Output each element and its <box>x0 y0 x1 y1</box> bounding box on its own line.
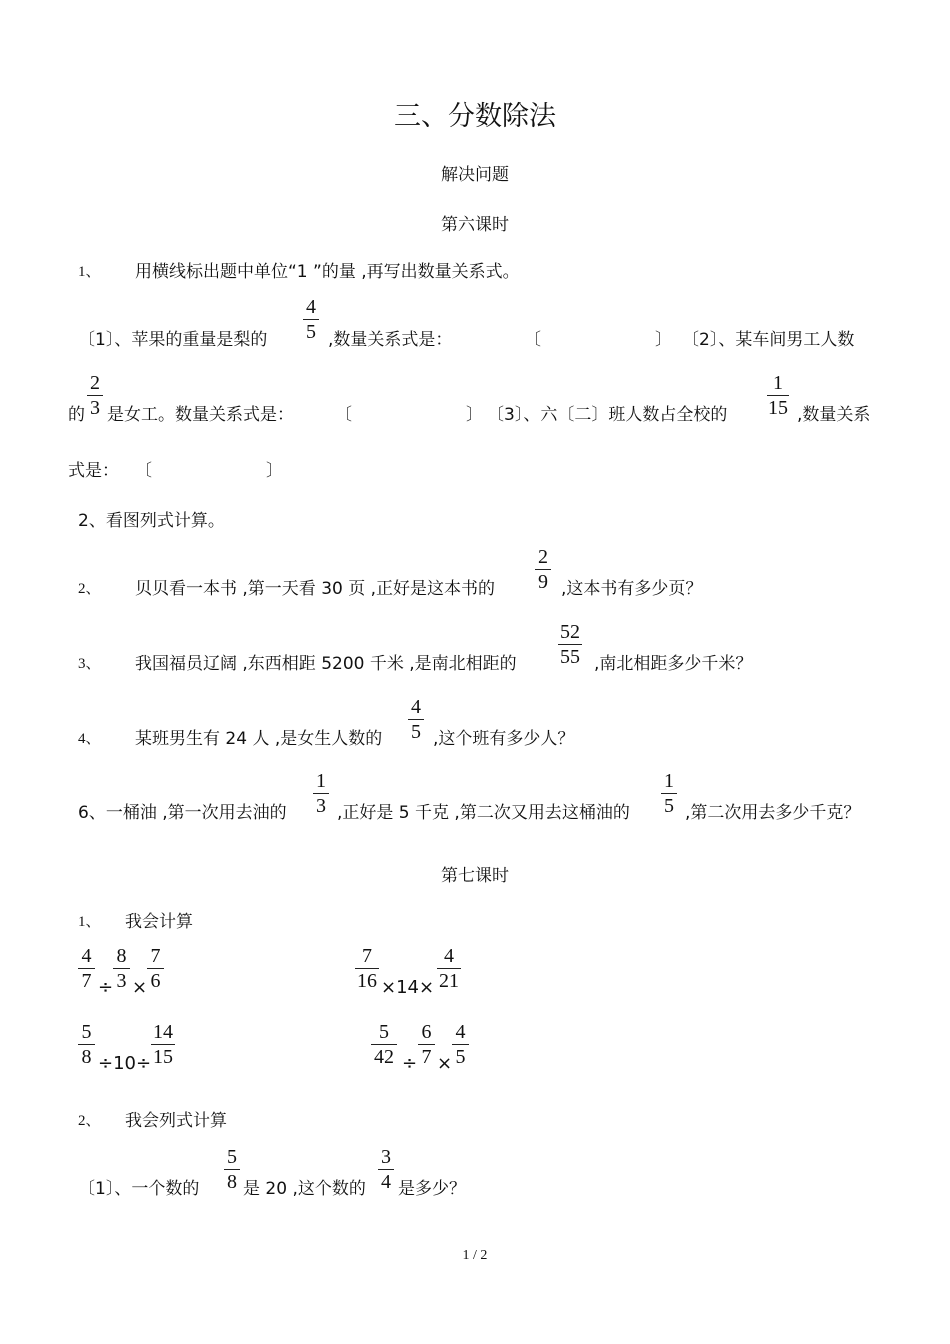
q2-item4-text: 某班男生有 24 人 ,是女生人数的 <box>135 729 383 749</box>
calc-e4-divide: ÷ <box>402 1053 418 1074</box>
q2-item4-number: 4、 <box>78 731 101 747</box>
q1c-text: 〔3〕、六〔二〕班人数占全校的 <box>487 405 728 425</box>
q1a-answer-open: 〔 <box>524 330 541 350</box>
q2-heading: 2、看图列式计算。 <box>78 511 225 531</box>
calc-e4-multiply: × <box>437 1053 453 1074</box>
q2-item4-fraction: 4 5 <box>408 696 424 743</box>
calc-e1-fraction-1: 4 7 <box>78 945 95 992</box>
q2-item2-question: ,这本书有多少页？ <box>561 579 703 599</box>
q1b-answer-close: 〕 <box>466 405 483 425</box>
calc-e2-fraction-1: 7 16 <box>357 945 377 992</box>
listcalc-a-text: 〔1〕、一个数的 <box>78 1179 200 1199</box>
calc-e4-fraction-2: 6 7 <box>418 1021 435 1068</box>
calc-e1-divide: ÷ <box>98 977 114 998</box>
q2-item2-fraction: 2 9 <box>535 546 551 593</box>
calc-e3-fraction-1: 5 8 <box>78 1021 95 1068</box>
q1c-answer-close: 〕 <box>266 461 283 481</box>
listcalc-a-text-mid: 是 20 ,这个数的 <box>243 1179 366 1199</box>
listcalc-heading: 我会列式计算 <box>125 1111 227 1131</box>
q2-item3-text: 我国福员辽阔 ,东西相距 5200 千米 ,是南北相距的 <box>135 654 517 674</box>
q2-item6-text: 6、一桶油 ,第一次用去油的 <box>78 803 287 823</box>
q1-number: 1、 <box>78 264 101 280</box>
calc-e3-operators: ÷10÷ <box>98 1053 152 1074</box>
calc-e1-fraction-2: 8 3 <box>113 945 130 992</box>
q2-item6-fraction-1: 1 3 <box>313 770 329 817</box>
q1c-answer-open: 〔 <box>135 461 152 481</box>
page-title: 三、分数除法 <box>394 101 556 132</box>
q1a-text: 〔1〕、苹果的重量是梨的 <box>78 330 268 350</box>
q1a-fraction: 4 5 <box>303 296 319 343</box>
calc-number: 1、 <box>78 914 101 930</box>
q2-item6-question: ,第二次用去多少千克？ <box>685 803 861 823</box>
q1c-relation-label: ,数量关系 <box>797 405 871 425</box>
calc-e3-fraction-2: 14 15 <box>153 1021 173 1068</box>
calc-e2-fraction-2: 4 21 <box>439 945 459 992</box>
calc-heading: 我会计算 <box>125 912 193 932</box>
q2-item3-fraction: 52 55 <box>560 621 580 668</box>
q1a-answer-close: 〕 <box>655 330 672 350</box>
calc-e1-fraction-3: 7 6 <box>147 945 164 992</box>
q1-instruction: 用横线标出题中单位“1 ”的量 ,再写出数量关系式。 <box>135 262 520 282</box>
calc-e1-multiply: × <box>132 977 148 998</box>
q1b-fraction: 2 3 <box>87 372 103 419</box>
listcalc-a-fraction-2: 3 4 <box>378 1146 394 1193</box>
q1b-text: 〔2〕、某车间男工人数 <box>682 330 855 350</box>
q1b-de: 的 <box>68 405 85 425</box>
q1c-relation-label-cont: 式是： <box>68 461 119 481</box>
listcalc-a-fraction-1: 5 8 <box>224 1146 240 1193</box>
section-subtitle: 解决问题 <box>441 165 509 185</box>
q2-item6-text-mid: ,正好是 5 千克 ,第二次又用去这桶油的 <box>337 803 630 823</box>
listcalc-a-question: 是多少？ <box>398 1179 466 1199</box>
calc-e4-fraction-3: 4 5 <box>452 1021 469 1068</box>
q2-item2-text: 贝贝看一本书 ,第一天看 30 页 ,正好是这本书的 <box>135 579 496 599</box>
q1b-relation-label: 是女工。数量关系式是： <box>107 405 294 425</box>
lesson-6-heading: 第六课时 <box>441 215 509 235</box>
q2-item3-question: ,南北相距多少千米？ <box>594 654 753 674</box>
calc-e2-operators: ×14× <box>381 977 435 998</box>
q2-item4-question: ,这个班有多少人？ <box>433 729 575 749</box>
q1c-fraction: 1 15 <box>768 372 788 419</box>
page-number: 1 / 2 <box>462 1248 488 1263</box>
q1a-relation-label: ,数量关系式是： <box>328 330 453 350</box>
calc-e4-fraction-1: 5 42 <box>371 1021 397 1068</box>
q2-item6-fraction-2: 1 5 <box>661 770 677 817</box>
q2-item2-number: 2、 <box>78 581 101 597</box>
listcalc-number: 2、 <box>78 1113 101 1129</box>
lesson-7-heading: 第七课时 <box>441 866 509 886</box>
q2-item3-number: 3、 <box>78 656 101 672</box>
q1b-answer-open: 〔 <box>335 405 352 425</box>
